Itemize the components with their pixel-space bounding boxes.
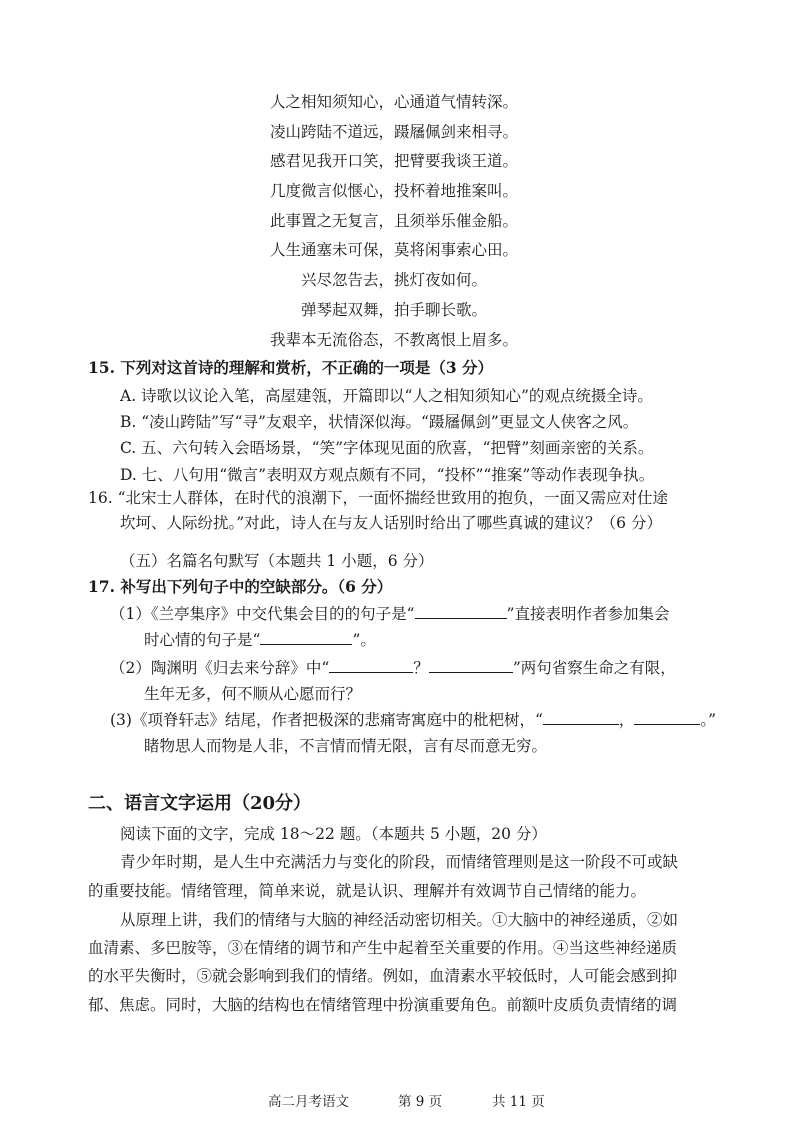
q17-item3-line1: (3)《项脊轩志》结尾，作者把极深的悲痛寄寓庭中的枇杷树，“ ， 。” [110, 711, 717, 729]
q17-item3-line2: 睹物思人而物是人非，不言情而情无限，言有尽而意无穷。 [144, 737, 548, 755]
q17-stem: 17. 补写出下列句子中的空缺部分。（6 分） [88, 577, 393, 596]
poem-line: 人生通塞未可保，莫将闲事索心田。 [270, 241, 519, 260]
poem-line: 感君见我开口笑，把臂要我谈王道。 [270, 152, 519, 171]
q16-line1: 16. “北宋士人群体，在时代的浪潮下，一面怀揣经世致用的抱负，一面又需应对仕途 [88, 489, 669, 507]
poem-line: 人之相知须知心，心通道气情转深。 [270, 93, 519, 111]
part-2-instruction: 阅读下面的文字，完成 18～22 题。（本题共 5 小题，20 分） [120, 825, 547, 843]
q17-item1-line2: 时心情的句子是“ ”。 [144, 631, 376, 649]
footer-page-number: 第 9 页 [398, 1094, 443, 1110]
passage-line: 青少年时期，是人生中充满活力与变化的阶段，而情绪管理则是这一阶段不可或缺 [120, 853, 679, 871]
q15-option-b: B. “凌山跨陆”写“寻”友艰辛，状情深似海。“蹑屩佩剑”更显文人侠客之风。 [120, 413, 639, 431]
passage-line: 从原理上讲，我们的情绪与大脑的神经活动密切相关。①大脑中的神经递质，②如 [120, 911, 679, 929]
q15-option-a: A. 诗歌以议论入笔，高屋建瓴，开篇即以“人之相知须知心”的观点统摄全诗。 [120, 387, 653, 405]
q15-stem: 15. 下列对这首诗的理解和赏析，不正确的一项是（3 分） [88, 358, 494, 377]
passage-line: 的水平失衡时，⑤就会影响到我们的情绪。例如，血清素水平较低时，人可能会感到抑 [88, 967, 678, 985]
answer-blank[interactable] [260, 630, 352, 645]
q16-line2: 坎坷、人际纷扰。”对此，诗人在与友人话别时给出了哪些真诚的建议？（6 分） [120, 514, 662, 532]
answer-blank[interactable] [634, 710, 700, 725]
footer-course: 高二月考语文 [268, 1094, 349, 1110]
poem [0, 88, 800, 355]
answer-blank[interactable] [415, 604, 507, 619]
passage-line: 郁、焦虑。同时，大脑的结构也在情绪管理中扮演重要角色。前额叶皮质负责情绪的调 [88, 996, 678, 1014]
answer-blank[interactable] [543, 710, 619, 725]
footer-total-pages: 共 11 页 [492, 1094, 545, 1110]
section-5-heading: （五）名篇名句默写（本题共 1 小题，6 分） [120, 552, 434, 570]
poem-line: 我辈本无流俗态，不教离恨上眉多。 [270, 330, 519, 349]
part-2-heading: 二、语言文字运用（20分） [88, 793, 312, 814]
q17-item2-line2: 生年无多，何不顺从心愿而行？ [144, 685, 362, 703]
passage-line: 血清素、多巴胺等，③在情绪的调节和产生中起着至关重要的作用。④当这些神经递质 [88, 939, 678, 957]
passage-line: 的重要技能。情绪管理，简单来说，就是认识、理解并有效调节自己情绪的能力。 [88, 882, 647, 900]
poem-line: 此事置之无复言，且须举乐催金船。 [270, 211, 519, 230]
poem-line: 凌山跨陆不道远，蹑屩佩剑来相寻。 [270, 122, 519, 141]
poem-line: 弹琴起双舞，拍手聊长歌。 [301, 300, 488, 319]
q15-option-d: D. 七、八句用“微言”表明双方观点颇有不同，“投杯”“推案”等动作表现争执。 [120, 466, 655, 484]
answer-blank[interactable] [329, 658, 413, 673]
q17-item2-line1: （2）陶渊明《归去来兮辞》中“ ？ ”两句省察生命之有限， [110, 659, 676, 677]
poem-line: 兴尽忽告去，挑灯夜如何。 [301, 271, 488, 290]
q15-option-c: C. 五、六句转入会晤场景，“笑”字体现见面的欣喜，“把臂”刻画亲密的关系。 [120, 439, 654, 457]
answer-blank[interactable] [429, 658, 513, 673]
q17-item1-line1: （1）《兰亭集序》中交代集会目的的句子是“ ”直接表明作者参加集会 [110, 605, 670, 623]
poem-line: 几度微言似惬心，投杯着地推案叫。 [270, 182, 519, 201]
